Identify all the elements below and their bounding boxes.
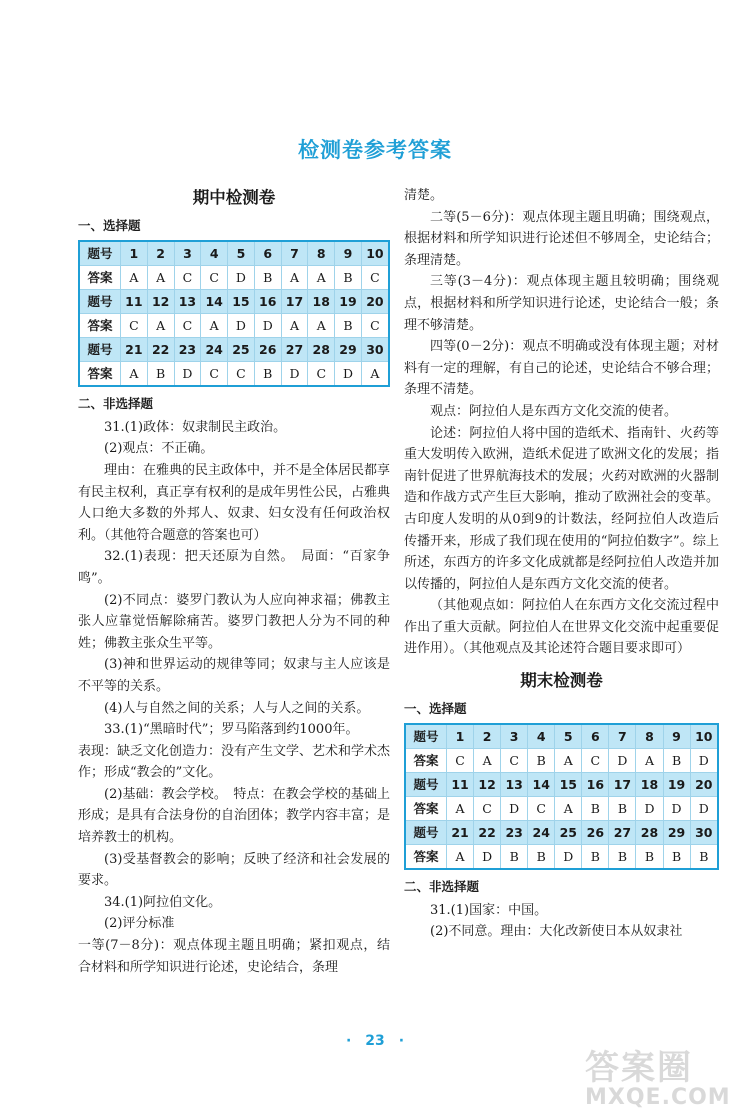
answer-paragraph: 理由：在雅典的民主政体中，并不是全体居民都享有民主权利，真正享有权利的是成年男性公民，占雅典人口绝大多数的外邦人、奴隶、妇女没有任何政治权利。（其他符合题意的答案也可） [78, 462, 391, 543]
answer-cell: B [147, 362, 174, 387]
row-header-question-number: 题号 [405, 821, 447, 845]
question-number-cell: 1 [447, 724, 474, 749]
row-header-question-number: 题号 [405, 724, 447, 749]
answer-cell: C [447, 749, 474, 773]
answer-cell: D [228, 266, 255, 290]
question-number-cell: 27 [281, 338, 308, 362]
question-number-cell: 8 [636, 724, 663, 749]
final-question-number-row [405, 724, 718, 749]
answer-cell: C [201, 362, 228, 387]
question-number-cell: 28 [636, 821, 663, 845]
question-number-cell: 20 [361, 290, 389, 314]
row-header-question-number: 题号 [79, 241, 121, 266]
answer-cell: D [636, 797, 663, 821]
question-number-cell: 6 [254, 241, 281, 266]
answer-cell: B [335, 314, 362, 338]
answer-paragraph: (3)神和世界运动的规律等同；奴隶与主人应该是不平等的关系。 [78, 657, 390, 694]
question-number-cell: 21 [121, 338, 148, 362]
watermark-logo [585, 1040, 740, 1112]
final-answers-text [404, 900, 719, 943]
answer-cell: A [447, 797, 474, 821]
final-answer-row [405, 797, 718, 821]
question-number-cell: 8 [308, 241, 335, 266]
answer-cell: C [501, 749, 528, 773]
question-number-cell: 25 [555, 821, 582, 845]
row-header-answer: 答案 [79, 314, 121, 338]
final-answer-row [405, 845, 718, 870]
answer-cell: B [582, 797, 609, 821]
answer-paragraph: (2)观点：不正确。 [104, 441, 214, 457]
answer-cell: C [474, 797, 501, 821]
row-header-answer: 答案 [79, 266, 121, 290]
question-number-cell: 29 [663, 821, 690, 845]
question-number-cell: 5 [555, 724, 582, 749]
answer-cell: B [663, 845, 690, 870]
answer-cell: C [361, 314, 389, 338]
question-number-cell: 13 [174, 290, 201, 314]
answer-paragraph: (2)不同意。理由：大化改新使日本从奴隶社 [430, 924, 683, 940]
page-number: · 23 · [345, 1033, 405, 1049]
question-number-cell: 1 [121, 241, 148, 266]
question-number-cell: 26 [254, 338, 281, 362]
answer-paragraph: 一等(7－8分)：观点体现主题且明确；紧扣观点，结合材料和所学知识进行论述，史论结合，条理 [78, 938, 390, 975]
question-number-cell: 9 [335, 241, 362, 266]
answer-cell: D [501, 797, 528, 821]
question-number-cell: 10 [361, 241, 389, 266]
answer-cell: B [528, 749, 555, 773]
answer-cell: C [121, 314, 148, 338]
right-column [404, 185, 719, 943]
midterm-answer-row [79, 314, 389, 338]
answer-cell: D [335, 362, 362, 387]
question-number-cell: 22 [474, 821, 501, 845]
final-answer-table [404, 723, 719, 870]
question-number-cell: 16 [254, 290, 281, 314]
answer-cell: C [582, 749, 609, 773]
midterm-answer-table [78, 240, 390, 387]
row-header-question-number: 题号 [79, 338, 121, 362]
question-number-cell: 3 [501, 724, 528, 749]
answer-paragraph: (2)不同点：婆罗门教认为人应向神求福；佛教主张人应靠觉悟解除痛苦。婆罗门教把人分为不同的种姓；佛教主张众生平等。 [78, 592, 390, 651]
question-answer-line: 32.(1)表现：把天还原为自然。 局面：“百家争鸣”。 [78, 549, 390, 586]
question-number-cell: 25 [228, 338, 255, 362]
answer-cell: B [609, 797, 636, 821]
question-answer-line: 33.(1)“黑暗时代”；罗马陷落到约1000年。 [104, 722, 359, 738]
question-number-cell: 10 [690, 724, 718, 749]
row-header-question-number: 题号 [79, 290, 121, 314]
answer-cell: D [228, 314, 255, 338]
answer-cell: B [335, 266, 362, 290]
row-header-answer: 答案 [405, 797, 447, 821]
answer-cell: B [690, 845, 718, 870]
answer-paragraph: (2)评分标准 [104, 916, 175, 932]
midterm-title: 期中检测卷 [192, 188, 276, 207]
answer-cell: A [361, 362, 389, 387]
answer-cell: B [609, 845, 636, 870]
final-title: 期末检测卷 [520, 671, 603, 691]
question-number-cell: 20 [690, 773, 718, 797]
question-number-cell: 7 [281, 241, 308, 266]
answer-cell: D [281, 362, 308, 387]
question-number-cell: 4 [201, 241, 228, 266]
answer-paragraph: 清楚。 [404, 188, 444, 203]
question-number-cell: 30 [361, 338, 389, 362]
answer-paragraph: (2)基础：教会学校。 特点：在教会学校的基础上形成；是具有合法身份的自治团体；教学内容丰富；是培养教士的机构。 [78, 786, 391, 846]
answer-cell: A [281, 314, 308, 338]
question-number-cell: 26 [582, 821, 609, 845]
answer-paragraph: 表现：缺乏文化创造力：没有产生文学、艺术和学术杰作；形成“教会的”文化。 [78, 743, 391, 781]
answer-cell: C [228, 362, 255, 387]
midterm-answers-text [78, 417, 390, 978]
answer-paragraph: 二等(5－6分)：观点体现主题且明确；围绕观点，根据材料和所学知识进行论述但不够周全，史论结合；条理清楚。 [404, 209, 719, 268]
row-header-answer: 答案 [79, 362, 121, 387]
watermark-top: 答案圈 [585, 1048, 693, 1088]
final-answer-row [405, 749, 718, 773]
question-number-cell: 18 [308, 290, 335, 314]
answer-cell: A [121, 362, 148, 387]
midterm-question-number-row [79, 338, 389, 362]
row-header-answer: 答案 [405, 749, 447, 773]
question-number-cell: 2 [147, 241, 174, 266]
answer-cell: B [582, 845, 609, 870]
answer-cell: A [447, 845, 474, 870]
question-number-cell: 19 [335, 290, 362, 314]
question-number-cell: 18 [636, 773, 663, 797]
answer-cell: A [474, 749, 501, 773]
watermark-bottom: MXQE.COM [585, 1085, 731, 1110]
answer-cell: D [474, 845, 501, 870]
answer-paragraph: 观点：阿拉伯人是东西方文化交流的使者。 [430, 403, 678, 419]
question-number-cell: 28 [308, 338, 335, 362]
question-number-cell: 3 [174, 241, 201, 266]
question-number-cell: 4 [528, 724, 555, 749]
answer-cell: A [121, 266, 148, 290]
question-number-cell: 6 [582, 724, 609, 749]
answer-cell: C [528, 797, 555, 821]
question-number-cell: 15 [228, 290, 255, 314]
question-number-cell: 9 [663, 724, 690, 749]
answer-cell: A [147, 314, 174, 338]
final-question-number-row [405, 821, 718, 845]
left-column [78, 185, 390, 978]
midterm-question-number-row [79, 241, 389, 266]
answer-cell: D [254, 314, 281, 338]
answer-cell: A [201, 314, 228, 338]
midterm-question-number-row [79, 290, 389, 314]
question-number-cell: 2 [474, 724, 501, 749]
answer-cell: B [254, 362, 281, 387]
answer-cell: B [501, 845, 528, 870]
question-number-cell: 21 [447, 821, 474, 845]
final-question-number-row [405, 773, 718, 797]
answer-cell: C [174, 314, 201, 338]
answer-paragraph: 论述：阿拉伯人将中国的造纸术、指南针、火药等重大发明传入欧洲，造纸术促进了欧洲文化的发展；指南针促进了世界航海技术的发展；火药对欧洲的火器制造和作战方式产生巨大影响，推动了欧洲社会的变革。古印度人发明的从0到9的计数法，经阿拉伯人改造后传播开来，形成了我们现在使用的“阿拉伯数字”。综上所述，东西方的许多文化成就都是经阿拉伯人改造并加以传播的，阿拉伯人是东西方文化交流的使者。 [404, 425, 719, 592]
midterm-answers-continued [404, 185, 719, 660]
answer-cell: D [690, 797, 718, 821]
midterm-choice-title: 一、选择题 [78, 217, 141, 233]
question-number-cell: 7 [609, 724, 636, 749]
question-number-cell: 19 [663, 773, 690, 797]
question-number-cell: 13 [501, 773, 528, 797]
question-answer-line: 34.(1)阿拉伯文化。 [104, 894, 222, 910]
answer-cell: A [636, 749, 663, 773]
question-number-cell: 24 [528, 821, 555, 845]
answer-paragraph: 三等(3－4分)：观点体现主题且较明确；围绕观点，根据材料和所学知识进行论述，史论结合一般；条理不够清楚。 [404, 274, 719, 333]
question-number-cell: 23 [174, 338, 201, 362]
question-number-cell: 29 [335, 338, 362, 362]
answer-cell: C [308, 362, 335, 387]
answer-cell: D [609, 749, 636, 773]
answer-cell: A [308, 266, 335, 290]
answer-cell: B [528, 845, 555, 870]
question-number-cell: 16 [582, 773, 609, 797]
question-number-cell: 5 [228, 241, 255, 266]
question-number-cell: 11 [447, 773, 474, 797]
answer-cell: A [147, 266, 174, 290]
question-answer-line: 31.(1)国家：中国。 [430, 902, 548, 918]
answer-paragraph: (3)受基督教会的影响；反映了经济和社会发展的要求。 [78, 851, 390, 889]
answer-paragraph: 四等(0－2分)：观点不明确或没有体现主题；对材料有一定的理解，有自己的论述，史论结合不够合理；条理不清楚。 [404, 339, 719, 398]
question-number-cell: 14 [201, 290, 228, 314]
row-header-question-number: 题号 [405, 773, 447, 797]
question-number-cell: 30 [690, 821, 718, 845]
question-number-cell: 22 [147, 338, 174, 362]
answer-cell: B [254, 266, 281, 290]
answer-cell: A [555, 749, 582, 773]
answer-cell: A [555, 797, 582, 821]
midterm-answer-row [79, 362, 389, 387]
question-number-cell: 17 [281, 290, 308, 314]
final-nonchoice-title: 二、非选择题 [404, 879, 480, 895]
answer-cell: D [555, 845, 582, 870]
row-header-answer: 答案 [405, 845, 447, 870]
answer-cell: B [636, 845, 663, 870]
answer-cell: C [361, 266, 389, 290]
question-number-cell: 14 [528, 773, 555, 797]
answer-cell: C [201, 266, 228, 290]
midterm-nonchoice-title: 二、非选择题 [78, 396, 154, 412]
midterm-answer-row [79, 266, 389, 290]
answer-cell: A [281, 266, 308, 290]
question-number-cell: 15 [555, 773, 582, 797]
question-number-cell: 11 [121, 290, 148, 314]
question-number-cell: 12 [147, 290, 174, 314]
question-number-cell: 12 [474, 773, 501, 797]
final-choice-title: 一、选择题 [404, 700, 467, 716]
question-number-cell: 27 [609, 821, 636, 845]
question-number-cell: 17 [609, 773, 636, 797]
answer-cell: B [663, 749, 690, 773]
answer-paragraph: （其他观点如：阿拉伯人在东西方文化交流过程中作出了重大贡献。阿拉伯人在世界文化交流中起重要促进作用）。（其他观点及其论述符合题目要求即可） [404, 598, 719, 657]
question-number-cell: 23 [501, 821, 528, 845]
question-answer-line: 31.(1)政体：奴隶制民主政治。 [104, 419, 287, 435]
answer-cell: D [663, 797, 690, 821]
answer-cell: C [174, 266, 201, 290]
page-main-title: 检测卷参考答案 [298, 138, 452, 162]
answer-cell: A [308, 314, 335, 338]
answer-cell: D [174, 362, 201, 387]
question-number-cell: 24 [201, 338, 228, 362]
answer-cell: D [690, 749, 718, 773]
answer-paragraph: (4)人与自然之间的关系；人与人之间的关系。 [104, 700, 370, 716]
